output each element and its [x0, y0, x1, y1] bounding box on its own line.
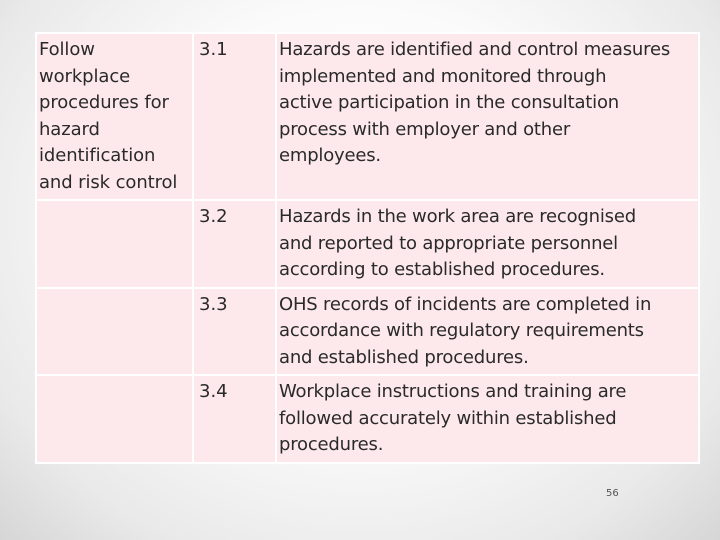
- table-row: [36, 288, 699, 376]
- table-row: [36, 375, 699, 463]
- element-cell-empty: [36, 288, 193, 376]
- table-row: [36, 200, 699, 288]
- performance-criteria-table: [35, 32, 700, 464]
- element-cell-empty: [36, 375, 193, 463]
- criterion-number: 3.4: [193, 375, 276, 463]
- criterion-text: Hazards in the work area are recognised and reported to appropriate personnel according to established procedures.: [276, 200, 699, 288]
- element-cell: Follow workplace procedures for hazard identification and risk control: [36, 33, 193, 200]
- element-cell-empty: [36, 200, 193, 288]
- page-number: 56: [606, 488, 619, 499]
- criterion-number: 3.3: [193, 288, 276, 376]
- criterion-number: 3.2: [193, 200, 276, 288]
- criterion-text: OHS records of incidents are completed in accordance with regulatory requirements and established procedures.: [276, 288, 699, 376]
- criterion-text: Hazards are identified and control measures implemented and monitored through active participation in the consultation process with employer and other employees.: [276, 33, 699, 200]
- criterion-number: 3.1: [193, 33, 276, 200]
- criterion-text: Workplace instructions and training are followed accurately within established procedures.: [276, 375, 699, 463]
- table-row: [36, 33, 699, 200]
